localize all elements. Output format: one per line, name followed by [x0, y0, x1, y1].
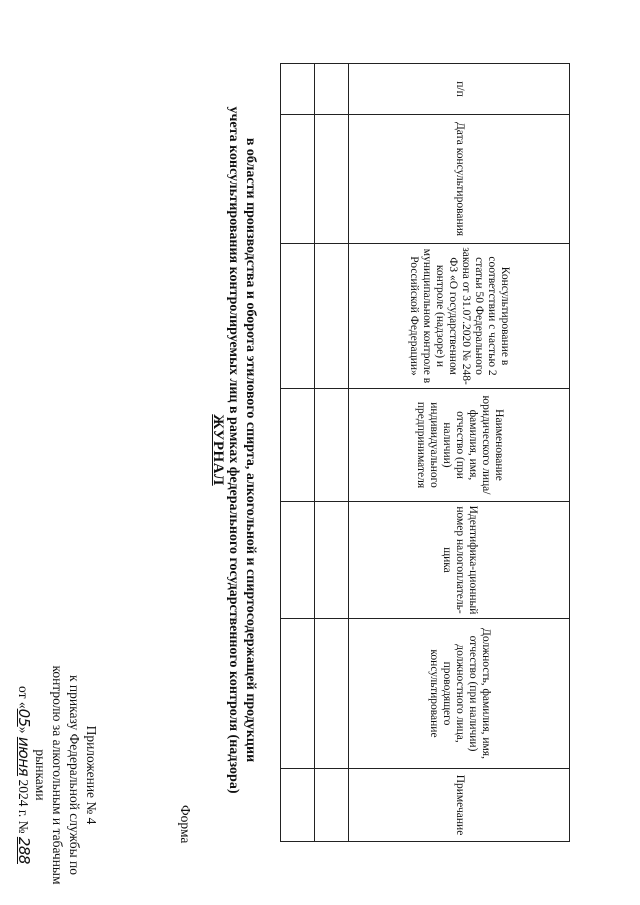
column-header: Консультирование в соответствии с частью 2 статьи 50 Федерального закона от 31.07.2020 № 248-ФЗ «О государственном контроле (надзоре) и муниципальном контроле в Российской Федерации»: [349, 244, 570, 389]
table-cell: [281, 389, 315, 502]
appendix-markets-line: рынками: [33, 749, 48, 801]
date-year: 2024 г. №: [16, 779, 31, 834]
appendix-date-line: [15, 660, 32, 890]
table-cell: [315, 389, 349, 502]
column-header: Дата консультирования: [349, 115, 570, 244]
table-cell: [281, 244, 315, 389]
handwritten-order-number: 288: [15, 836, 33, 864]
table-cell: [281, 502, 315, 619]
appendix-order-line: к приказу Федеральной службы по: [67, 674, 82, 876]
table-cell: [281, 619, 315, 769]
table-cell: [281, 115, 315, 244]
journal-title: ЖУРНАЛ: [210, 414, 226, 486]
form-label: Форма: [178, 805, 193, 844]
date-prefix: от «: [16, 686, 31, 709]
table-cell: [315, 619, 349, 769]
journal-subtitle-line2: в области производства и оборота этилового спирта, алкогольной и спиртосодержащей продукции: [243, 137, 258, 763]
handwritten-month: июня: [15, 736, 33, 777]
column-header: Наименование юридического лица/фамилия, имя, отчество (при наличии) индивидуального предпринимателя: [349, 389, 570, 502]
table-row: [315, 64, 349, 842]
table-cell: [315, 115, 349, 244]
handwritten-day: 05: [15, 708, 33, 727]
appendix-authority-line: контролю за алкогольным и табачным: [50, 665, 65, 885]
table-cell: [315, 769, 349, 842]
table-cell: [281, 64, 315, 115]
column-header: п/п: [349, 64, 570, 115]
table-cell: [315, 64, 349, 115]
column-header: Идентифика-ционный номер налогоплатель-щика: [349, 502, 570, 619]
table-cell: [281, 769, 315, 842]
date-day-close: »: [16, 726, 31, 734]
table-cell: [315, 244, 349, 389]
column-header: Должность, фамилия, имя, отчество (при наличии) должностного лица, проводящего консультирование: [349, 619, 570, 769]
journal-table: [280, 63, 570, 842]
journal-subtitle-line1: учета консультирования контролируемых лиц в рамках федерального государственного контроля (надзора): [226, 106, 241, 794]
table-header-row: [349, 64, 570, 842]
table-cell: [315, 502, 349, 619]
column-header: Примечание: [349, 769, 570, 842]
appendix-number: Приложение № 4: [84, 725, 99, 825]
appendix-block: [15, 660, 100, 890]
table-row: [281, 64, 315, 842]
